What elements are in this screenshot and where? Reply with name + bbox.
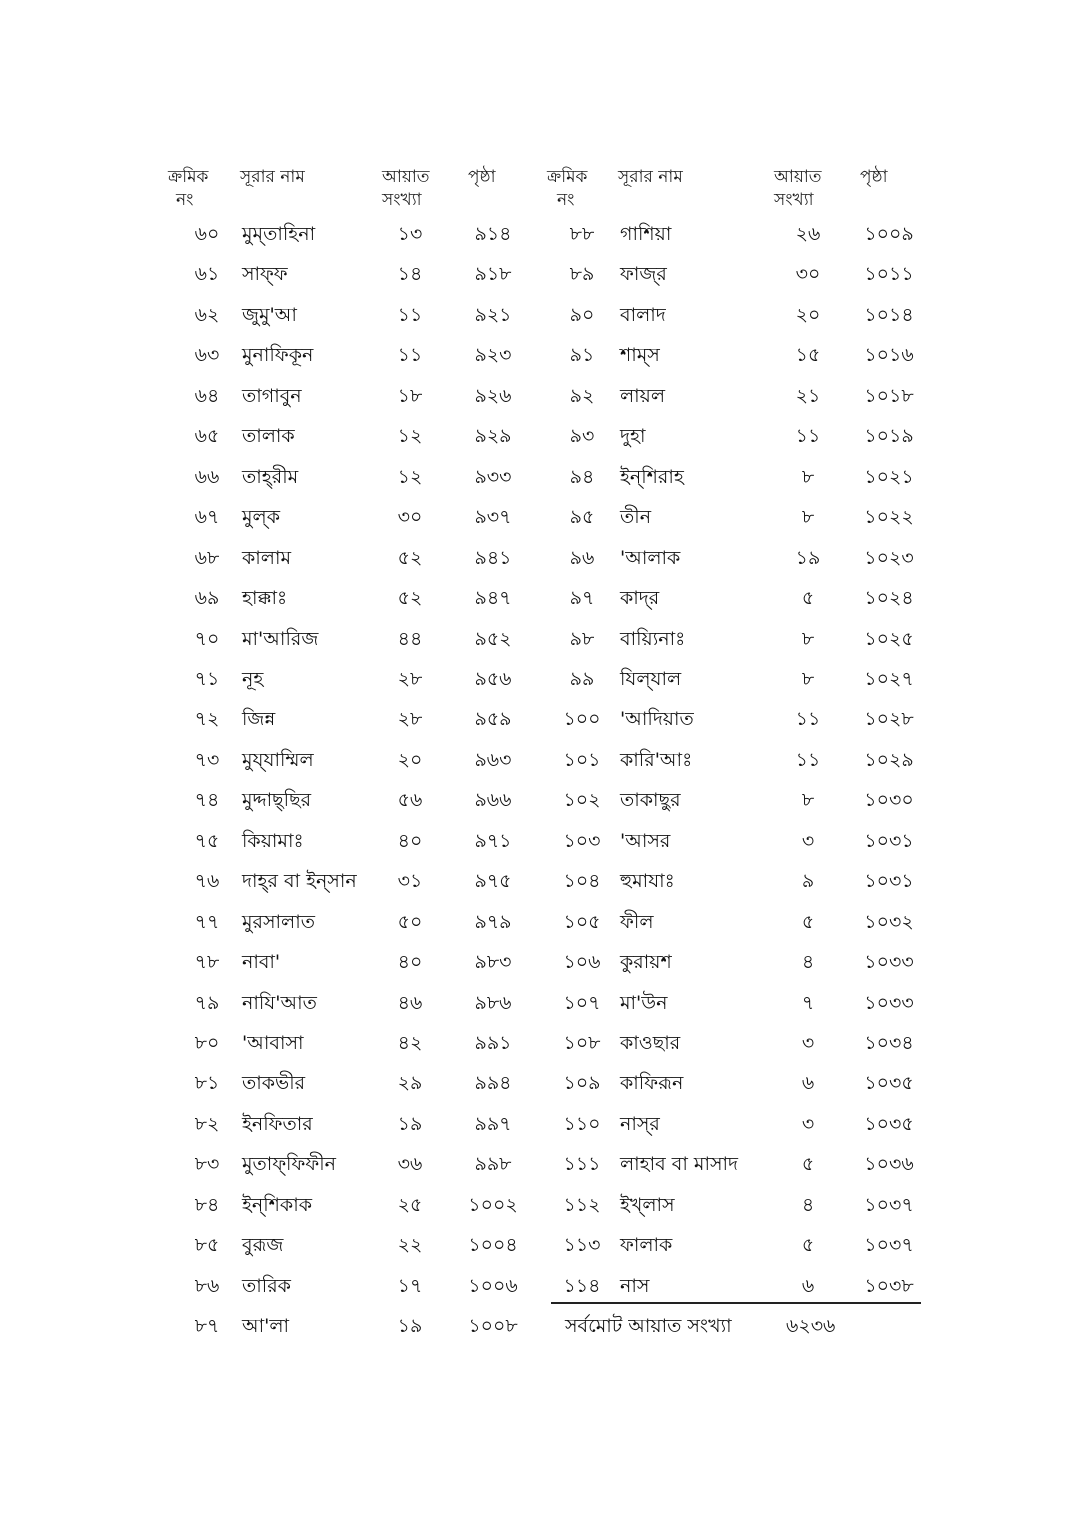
- table-row: [0, 864, 1078, 898]
- cell-ayat: ২৮: [397, 708, 423, 730]
- cell-serial: ১০০: [563, 708, 601, 730]
- table-row: [0, 257, 1078, 291]
- cell-ayat: ৪৪: [397, 628, 423, 650]
- cell-ayat: ৫: [801, 911, 815, 933]
- cell-name: মুতাফ্‌ফিফীন: [242, 1153, 337, 1175]
- cell-serial: ১১৩: [563, 1234, 601, 1256]
- cell-page: ৯২৯: [474, 425, 512, 447]
- cell-serial: ১০৩: [563, 830, 601, 852]
- cell-ayat: ৩: [801, 1032, 815, 1054]
- cell-name: 'আসর: [620, 830, 671, 852]
- cell-page: ১০২৯: [864, 749, 914, 771]
- cell-ayat: ৮: [801, 789, 815, 811]
- cell-page: ৯৪৭: [474, 587, 512, 609]
- header-ayat-line1: আয়াত: [774, 167, 822, 187]
- cell-serial: ১১৪: [563, 1275, 601, 1297]
- cell-name: নাবা': [242, 951, 281, 973]
- cell-name: ফাজ্‌র: [620, 263, 667, 285]
- cell-name: মুদ্দাছ্‌ছির: [242, 789, 312, 811]
- table-row: [0, 298, 1078, 332]
- cell-page: ১০১৬: [864, 344, 914, 366]
- cell-name: মুল্‌ক: [242, 506, 280, 528]
- table-row: [0, 783, 1078, 817]
- cell-ayat: ৩: [801, 1113, 815, 1135]
- cell-name: বুরূজ: [242, 1234, 284, 1256]
- cell-ayat: ২০: [795, 304, 821, 326]
- cell-page: ৯৫৯: [474, 708, 512, 730]
- cell-name: ইখ্‌লাস: [620, 1194, 675, 1216]
- cell-page: ১০২১: [864, 466, 914, 488]
- cell-page: ৯৩৩: [474, 466, 512, 488]
- cell-serial: ৮৯: [569, 263, 595, 285]
- cell-page: ৯৯৮: [474, 1153, 512, 1175]
- cell-name: তাহ্‌রীম: [242, 466, 299, 488]
- cell-page: ১০৩৭: [864, 1234, 914, 1256]
- cell-ayat: ১১: [795, 425, 821, 447]
- left-header-ayat: [382, 166, 430, 212]
- cell-name: জুমু'আ: [242, 304, 297, 326]
- cell-name: আ'লা: [242, 1315, 290, 1337]
- cell-serial: ৬৬: [194, 466, 220, 488]
- cell-serial: ৬৮: [194, 547, 220, 569]
- cell-serial: ৬৪: [194, 385, 220, 407]
- cell-page: ১০০৮: [468, 1315, 518, 1337]
- cell-name: লাহাব বা মাসাদ: [620, 1153, 738, 1175]
- table-row: [0, 1107, 1078, 1141]
- cell-name: গাশিয়া: [620, 223, 672, 245]
- cell-page: ১০৩৩: [864, 992, 914, 1014]
- cell-page: ১০২৪: [864, 587, 914, 609]
- header-serial-line2: নং: [557, 190, 575, 210]
- cell-ayat: ১২: [397, 425, 423, 447]
- cell-name: নাস: [620, 1275, 650, 1297]
- cell-serial: ১১২: [563, 1194, 601, 1216]
- table-row: [0, 1066, 1078, 1100]
- cell-name: নূহ: [242, 668, 264, 690]
- table-row: [0, 338, 1078, 372]
- cell-name: লায়ল: [620, 385, 666, 407]
- cell-serial: ৭৬: [194, 870, 220, 892]
- cell-serial: ৮১: [194, 1072, 220, 1094]
- table-row: [0, 1026, 1078, 1060]
- cell-serial: ৭৯: [194, 992, 220, 1014]
- cell-serial: ১১১: [563, 1153, 601, 1175]
- cell-ayat: ২০: [397, 749, 423, 771]
- cell-ayat: ২১: [795, 385, 821, 407]
- header-serial-line2: নং: [176, 190, 194, 210]
- cell-page: ৯২৬: [474, 385, 512, 407]
- cell-page: ১০০২: [468, 1194, 518, 1216]
- cell-page: ১০০৯: [864, 223, 914, 245]
- cell-serial: ৭৫: [194, 830, 220, 852]
- cell-ayat: ৮: [801, 628, 815, 650]
- cell-serial: ৯৫: [569, 506, 595, 528]
- cell-page: ৯৫৬: [474, 668, 512, 690]
- cell-serial: ৯১: [569, 344, 595, 366]
- cell-serial: ১০৭: [563, 992, 601, 1014]
- table-row: [0, 1188, 1078, 1222]
- cell-ayat: ১৪: [397, 263, 423, 285]
- cell-name: তাকাছুর: [620, 789, 681, 811]
- cell-ayat: ৬: [801, 1072, 815, 1094]
- cell-serial: ৬৭: [194, 506, 220, 528]
- table-row: [0, 217, 1078, 251]
- cell-name: কাদ্‌র: [620, 587, 660, 609]
- cell-page: ১০১৯: [864, 425, 914, 447]
- cell-serial: ৮৪: [194, 1194, 220, 1216]
- cell-name: মা'উন: [620, 992, 668, 1014]
- cell-ayat: ৩০: [397, 506, 423, 528]
- cell-name: দুহা: [620, 425, 646, 447]
- cell-name: তীন: [620, 506, 652, 528]
- cell-serial: ৮২: [194, 1113, 220, 1135]
- cell-page: ৯৬৩: [474, 749, 512, 771]
- cell-serial: ৯৬: [569, 547, 595, 569]
- right-header-name: সূরার নাম: [618, 167, 683, 187]
- cell-serial: ৭৪: [194, 789, 220, 811]
- cell-serial: ৭০: [194, 628, 220, 650]
- cell-ayat: ১২: [397, 466, 423, 488]
- cell-page: ১০১১: [864, 263, 914, 285]
- cell-name: 'আলাক: [620, 547, 681, 569]
- cell-ayat: ২২: [397, 1234, 423, 1256]
- cell-ayat: ১৩: [397, 223, 423, 245]
- cell-ayat: ৬: [801, 1275, 815, 1297]
- cell-name: জিন্ন: [242, 708, 276, 730]
- cell-name: তাকভীর: [242, 1072, 306, 1094]
- cell-name: ইনফিতার: [242, 1113, 313, 1135]
- cell-serial: ৯০: [569, 304, 595, 326]
- header-ayat-line1: আয়াত: [382, 167, 430, 187]
- cell-name: কিয়ামাঃ: [242, 830, 304, 852]
- cell-page: ৯৭১: [474, 830, 512, 852]
- header-ayat-line2: সংখ্যা: [382, 190, 422, 210]
- cell-ayat: ৫: [801, 587, 815, 609]
- cell-page: ১০২২: [864, 506, 914, 528]
- cell-ayat: ৪০: [397, 951, 423, 973]
- table-row: [0, 419, 1078, 453]
- left-header-serial: [168, 166, 208, 212]
- cell-page: ৯২১: [474, 304, 512, 326]
- cell-serial: ৯৭: [569, 587, 595, 609]
- cell-page: ১০৩৫: [864, 1113, 914, 1135]
- cell-serial: ১০২: [563, 789, 601, 811]
- cell-name: ইন্‌শিরাহ: [620, 466, 684, 488]
- cell-name: 'আবাসা: [242, 1032, 304, 1054]
- table-row: [0, 905, 1078, 939]
- table-row: [0, 1269, 1078, 1303]
- cell-ayat: ১৫: [795, 344, 821, 366]
- cell-page: ১০৩৪: [864, 1032, 914, 1054]
- cell-ayat: ৫: [801, 1234, 815, 1256]
- cell-name: হুমাযাঃ: [620, 870, 675, 892]
- cell-page: ১০৩১: [864, 870, 914, 892]
- cell-serial: ৭৭: [194, 911, 220, 933]
- cell-name: শাম্‌স: [620, 344, 660, 366]
- cell-serial: ১০৫: [563, 911, 601, 933]
- cell-ayat: ১১: [397, 344, 423, 366]
- cell-ayat: ৯: [801, 870, 815, 892]
- cell-ayat: ৫২: [397, 547, 423, 569]
- cell-serial: ৭৩: [194, 749, 220, 771]
- cell-ayat: ২৬: [795, 223, 821, 245]
- cell-name: বায়্যিনাঃ: [620, 628, 686, 650]
- cell-page: ১০১৮: [864, 385, 914, 407]
- cell-name: কালাম: [242, 547, 292, 569]
- cell-name: নাযি'আত: [242, 992, 317, 1014]
- cell-ayat: ২৯: [397, 1072, 423, 1094]
- cell-page: ১০৩৬: [864, 1153, 914, 1175]
- table-row: [0, 702, 1078, 736]
- cell-name: বালাদ: [620, 304, 666, 326]
- cell-name: মুম্‌তাহিনা: [242, 223, 316, 245]
- cell-page: ১০৩৫: [864, 1072, 914, 1094]
- cell-serial: ৭২: [194, 708, 220, 730]
- cell-page: ৯৭৫: [474, 870, 512, 892]
- table-row: [0, 622, 1078, 656]
- cell-ayat: ১৯: [397, 1113, 423, 1135]
- cell-ayat: ১১: [795, 708, 821, 730]
- cell-name: ফালাক: [620, 1234, 673, 1256]
- cell-serial: ১১০: [563, 1113, 601, 1135]
- cell-serial: ৮৮: [569, 223, 595, 245]
- cell-page: ৯৭৯: [474, 911, 512, 933]
- cell-name: সাফ্‌ফ: [242, 263, 288, 285]
- cell-name: মুরসালাত: [242, 911, 315, 933]
- cell-page: ১০২৮: [864, 708, 914, 730]
- cell-name: কুরায়শ: [620, 951, 672, 973]
- cell-name: মুয্‌যাম্মিল: [242, 749, 314, 771]
- cell-page: ৯৪১: [474, 547, 512, 569]
- cell-ayat: ৭: [801, 992, 815, 1014]
- table-row: [0, 541, 1078, 575]
- total-ayat-label: সর্বমোট আয়াত সংখ্যা: [565, 1315, 732, 1337]
- cell-name: দাহ্‌র বা ইন্‌সান: [242, 870, 357, 892]
- cell-page: ১০২৭: [864, 668, 914, 690]
- table-row: [0, 662, 1078, 696]
- left-header-name: সূরার নাম: [240, 167, 305, 187]
- cell-page: ১০৩৭: [864, 1194, 914, 1216]
- cell-serial: ৮৭: [194, 1315, 220, 1337]
- cell-name: মা'আরিজ: [242, 628, 319, 650]
- cell-page: ৯৫২: [474, 628, 512, 650]
- cell-name: কাওছার: [620, 1032, 681, 1054]
- cell-serial: ১০৮: [563, 1032, 601, 1054]
- table-row: [0, 500, 1078, 534]
- right-header-serial: [547, 166, 587, 212]
- cell-page: ৯১৮: [474, 263, 512, 285]
- cell-page: ১০০৬: [468, 1275, 518, 1297]
- cell-serial: ১০৬: [563, 951, 601, 973]
- cell-page: ১০১৪: [864, 304, 914, 326]
- table-row: [0, 824, 1078, 858]
- right-header-ayat: [774, 166, 822, 212]
- header-serial-line1: ক্রমিক: [547, 167, 588, 187]
- cell-page: ৯৩৭: [474, 506, 512, 528]
- table-row: [0, 460, 1078, 494]
- total-divider: [551, 1302, 921, 1304]
- cell-page: ৯২৩: [474, 344, 512, 366]
- cell-ayat: ৮: [801, 466, 815, 488]
- cell-ayat: ২৮: [397, 668, 423, 690]
- cell-serial: ৯৩: [569, 425, 595, 447]
- cell-serial: ৭৮: [194, 951, 220, 973]
- cell-serial: ৬২: [194, 304, 220, 326]
- total-ayat-value: ৬২৩৬: [786, 1315, 836, 1337]
- cell-ayat: ৩৬: [397, 1153, 423, 1175]
- cell-ayat: ১৭: [397, 1275, 423, 1297]
- cell-serial: ৮৬: [194, 1275, 220, 1297]
- cell-ayat: ১৯: [397, 1315, 423, 1337]
- table-row: [0, 945, 1078, 979]
- cell-ayat: ৫০: [397, 911, 423, 933]
- cell-page: ৯৯৭: [474, 1113, 512, 1135]
- cell-name: কারি'আঃ: [620, 749, 693, 771]
- cell-page: ৯৯৪: [474, 1072, 512, 1094]
- cell-page: ৯৯১: [474, 1032, 512, 1054]
- cell-name: মুনাফিকূন: [242, 344, 314, 366]
- cell-page: ১০৩৩: [864, 951, 914, 973]
- cell-ayat: ৫: [801, 1153, 815, 1175]
- cell-page: ১০৩২: [864, 911, 914, 933]
- cell-ayat: ৩০: [795, 263, 821, 285]
- cell-serial: ১০৪: [563, 870, 601, 892]
- cell-serial: ৬৯: [194, 587, 220, 609]
- table-row: [0, 1309, 1078, 1343]
- cell-serial: ৬৩: [194, 344, 220, 366]
- table-row: [0, 743, 1078, 777]
- cell-serial: ৮৫: [194, 1234, 220, 1256]
- cell-ayat: ১৯: [795, 547, 821, 569]
- cell-name: হাক্কাঃ: [242, 587, 288, 609]
- cell-name: 'আদিয়াত: [620, 708, 694, 730]
- header-serial-line1: ক্রমিক: [168, 167, 209, 187]
- cell-page: ১০০৪: [468, 1234, 518, 1256]
- cell-name: তালাক: [242, 425, 295, 447]
- cell-ayat: ৩: [801, 830, 815, 852]
- cell-ayat: ১১: [397, 304, 423, 326]
- cell-page: ১০৩৮: [864, 1275, 914, 1297]
- cell-name: তাগাবুন: [242, 385, 302, 407]
- cell-ayat: ৪৬: [397, 992, 423, 1014]
- cell-serial: ৯২: [569, 385, 595, 407]
- cell-serial: ৯৯: [569, 668, 595, 690]
- cell-page: ৯৮৬: [474, 992, 512, 1014]
- cell-ayat: ৪: [801, 951, 815, 973]
- cell-serial: ১০৯: [563, 1072, 601, 1094]
- cell-page: ১০২৫: [864, 628, 914, 650]
- cell-serial: ৬১: [194, 263, 220, 285]
- left-header-page: পৃষ্ঠা: [468, 167, 496, 187]
- cell-serial: ৮৩: [194, 1153, 220, 1175]
- cell-serial: ৮০: [194, 1032, 220, 1054]
- cell-ayat: ৫২: [397, 587, 423, 609]
- table-row: [0, 986, 1078, 1020]
- cell-ayat: ১১: [795, 749, 821, 771]
- cell-name: যিল্‌যাল: [620, 668, 682, 690]
- cell-name: নাস্‌র: [620, 1113, 660, 1135]
- cell-ayat: ৮: [801, 668, 815, 690]
- cell-page: ৯৮৩: [474, 951, 512, 973]
- table-row: [0, 1147, 1078, 1181]
- cell-ayat: ৪২: [397, 1032, 423, 1054]
- cell-name: ফীল: [620, 911, 654, 933]
- cell-serial: ৯৮: [569, 628, 595, 650]
- cell-page: ৯১৪: [474, 223, 512, 245]
- cell-ayat: ৫৬: [397, 789, 423, 811]
- cell-serial: ৬৫: [194, 425, 220, 447]
- right-header-page: পৃষ্ঠা: [860, 167, 888, 187]
- cell-serial: ৭১: [194, 668, 220, 690]
- table-row: [0, 379, 1078, 413]
- table-row: [0, 581, 1078, 615]
- cell-ayat: ৮: [801, 506, 815, 528]
- cell-ayat: ৪: [801, 1194, 815, 1216]
- cell-serial: ৬০: [194, 223, 220, 245]
- cell-ayat: ৩১: [397, 870, 423, 892]
- cell-serial: ৯৪: [569, 466, 595, 488]
- cell-page: ৯৬৬: [474, 789, 512, 811]
- cell-ayat: ২৫: [397, 1194, 423, 1216]
- cell-ayat: ১৮: [397, 385, 423, 407]
- header-ayat-line2: সংখ্যা: [774, 190, 814, 210]
- cell-page: ১০৩০: [864, 789, 914, 811]
- cell-ayat: ৪০: [397, 830, 423, 852]
- cell-name: কাফিরূন: [620, 1072, 684, 1094]
- cell-page: ১০৩১: [864, 830, 914, 852]
- cell-serial: ১০১: [563, 749, 601, 771]
- cell-name: তারিক: [242, 1275, 291, 1297]
- cell-name: ইন্‌শিকাক: [242, 1194, 312, 1216]
- table-row: [0, 1228, 1078, 1262]
- cell-page: ১০২৩: [864, 547, 914, 569]
